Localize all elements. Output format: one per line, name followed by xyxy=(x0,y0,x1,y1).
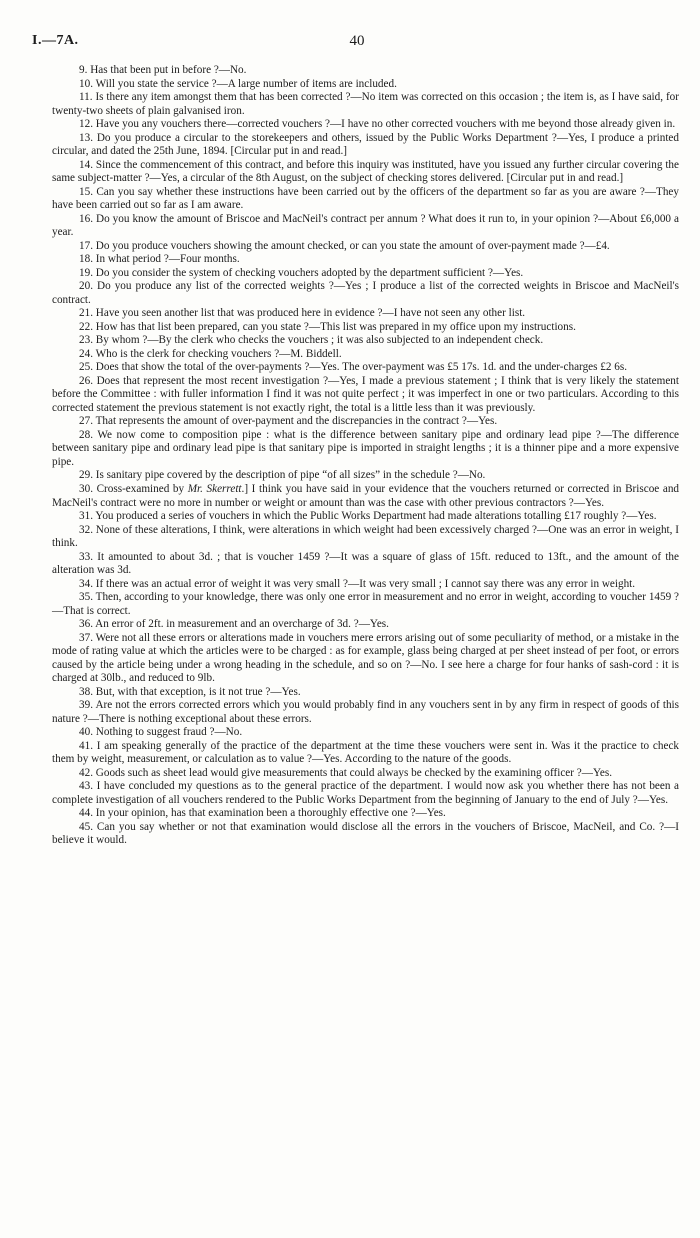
evidence-paragraph: 23. By whom ?—By the clerk who checks the vouchers ; it was also subjected to an independent check. xyxy=(79,334,544,347)
evidence-paragraph: 31. You produced a series of vouchers in which the Public Works Department had made alterations totalling £17 roughly ?—Yes. xyxy=(79,510,657,523)
evidence-paragraph: 14. Since the commencement of this contract, and before this inquiry was instituted, have you issued any further circular covering the same subject-matter ?—Yes, a circular of the 8th August, on the subject of checking stores delivered. [Circular put in and read.] xyxy=(52,158,679,185)
evidence-transcript xyxy=(52,64,679,848)
evidence-paragraph: 15. Can you say whether these instructions have been carried out by the officers of the department so far as you are aware ?—They have been carried out so far as I am aware. xyxy=(52,185,679,212)
evidence-paragraph: 42. Goods such as sheet lead would give measurements that could always be checked by the examining officer ?—Yes. xyxy=(79,766,613,779)
evidence-paragraph: 13. Do you produce a circular to the storekeepers and others, issued by the Public Works Department ?—Yes, I produce a printed circular, and dated the 25th June, 1894. [Circular put in and read.] xyxy=(52,131,679,158)
evidence-paragraph: 45. Can you say whether or not that examination would disclose all the errors in the vouchers of Briscoe, MacNeil, and Co. ?—I believe it would. xyxy=(52,820,679,847)
evidence-paragraph: 16. Do you know the amount of Briscoe and MacNeil's contract per annum ? What does it run to, in your opinion ?—About £6,000 a year. xyxy=(52,212,679,239)
evidence-paragraph: 43. I have concluded my questions as to the general practice of the department. I would now ask you whether there has not been a complete investigation of all vouchers rendered to the Public Works Department from the beginning of January to the end of July ?—Yes. xyxy=(52,780,679,806)
evidence-paragraph: 19. Do you consider the system of checking vouchers adopted by the department sufficient ?—Yes. xyxy=(79,266,524,279)
evidence-paragraph: 25. Does that show the total of the over-payments ?—Yes. The over-payment was £5 17s. 1d. and the under-charges £2 6s. xyxy=(79,361,628,374)
paragraph-text: .] I think you have said in your evidence that the vouchers returned or corrected in Briscoe and MacNeil's contract were no more in number or weight or amount than was the case with other previous contractors ?—Yes. xyxy=(52,482,680,509)
evidence-paragraph: 41. I am speaking generally of the practice of the department at the time these vouchers were sent in. Was it the practice to check them by weight, measurement, or calculation as to value ?—Yes. According to the nature of the goods. xyxy=(52,739,679,766)
evidence-paragraph: 17. Do you produce vouchers showing the amount checked, or can you state the amount of over-payment made ?—£4. xyxy=(79,239,610,252)
page-header xyxy=(32,33,682,55)
evidence-paragraph: 36. An error of 2ft. in measurement and an overcharge of 3d. ?—Yes. xyxy=(79,618,389,631)
paragraph-lead-text: 30. Cross-examined by xyxy=(79,482,188,495)
evidence-paragraph: 24. Who is the clerk for checking vouchers ?—M. Biddell. xyxy=(79,347,342,360)
counsel-name: Mr. Skerrett xyxy=(187,482,242,495)
evidence-paragraph: 37. Were not all these errors or alterations made in vouchers mere errors arising out of some peculiarity of method, or a mistake in the mode of rating value at which the articles were to be charged : as for example, glass being charged at per sheet instead of per foot, or errors caused by the article being under a wrong heading in the schedule, and so on ?—No. I see here a charge for four hanks of sash-cord : it is charged at 30lb., and reduced to 9lb. xyxy=(52,631,679,685)
evidence-paragraph: 18. In what period ?—Four months. xyxy=(79,253,240,266)
evidence-paragraph: 20. Do you produce any list of the corrected weights ?—Yes ; I produce a list of the corrected weights in Briscoe and MacNeil's contract. xyxy=(52,280,679,306)
evidence-paragraph: 38. But, with that exception, is it not true ?—Yes. xyxy=(79,685,301,698)
evidence-paragraph: 33. It amounted to about 3d. ; that is voucher 1459 ?—It was a square of glass of 15ft. reduced to 13ft., and the amount of the alteration was 3d. xyxy=(52,550,679,577)
evidence-paragraph: 39. Are not the errors corrected errors which you would probably find in any vouchers sent in by any firm in respect of goods of this nature ?—There is nothing exceptional about these errors. xyxy=(52,699,679,725)
evidence-paragraph: 29. Is sanitary pipe covered by the description of pipe “of all sizes” in the schedule ?—No. xyxy=(79,469,486,482)
evidence-paragraph: 12. Have you any vouchers there—corrected vouchers ?—I have no other corrected vouchers with me beyond those already given in. xyxy=(79,118,676,131)
evidence-paragraph: 32. None of these alterations, I think, were alterations in which weight had been excessively charged ?—One was an error in weight, I think. xyxy=(52,523,679,550)
evidence-paragraph: 44. In your opinion, has that examination been a thoroughly effective one ?—Yes. xyxy=(79,807,446,820)
evidence-paragraph: 10. Will you state the service ?—A large number of items are included. xyxy=(79,77,397,90)
evidence-paragraph: 35. Then, according to your knowledge, there was only one error in measurement and no error in weight, according to voucher 1459 ?—That is correct. xyxy=(52,591,679,617)
evidence-paragraph: 11. Is there any item amongst them that has been corrected ?—No item was corrected on this occasion ; the item is, as I have said, for twenty-two sheets of plain galvanised iron. xyxy=(52,91,679,117)
evidence-paragraph: 26. Does that represent the most recent investigation ?—Yes, I made a previous statement ; I think that is very likely the statement before the Committee : with fuller information I find it was not quite perfect ; it was imperfect in one or two particulars. According to this corrected statement the previous statement is not exactly right, the total is a little less than it was previously. xyxy=(52,374,679,414)
evidence-paragraph: 9. Has that been put in before ?—No. xyxy=(79,64,247,76)
evidence-paragraph: 21. Have you seen another list that was produced here in evidence ?—I have not seen any other list. xyxy=(79,307,526,320)
evidence-paragraph: 34. If there was an actual error of weight it was very small ?—It was very small ; I cannot say there was any error in weight. xyxy=(79,577,636,590)
document-reference: I.—7A. xyxy=(32,33,79,48)
evidence-paragraph: 22. How has that list been prepared, can you state ?—This list was prepared in my office upon my instructions. xyxy=(79,320,576,333)
evidence-paragraph: 27. That represents the amount of over-payment and the discrepancies in the contract ?—Yes. xyxy=(79,415,498,428)
evidence-paragraph xyxy=(52,483,679,510)
evidence-paragraph: 28. We now come to composition pipe : what is the difference between sanitary pipe and ordinary lead pipe ?—The difference between sanitary pipe and ordinary lead pipe is that sanitary pipe is imported in straight lengths ; it is a thinner pipe and a more expensive pipe. xyxy=(52,428,679,468)
evidence-paragraph: 40. Nothing to suggest fraud ?—No. xyxy=(79,726,243,739)
page-number: 40 xyxy=(349,33,365,49)
